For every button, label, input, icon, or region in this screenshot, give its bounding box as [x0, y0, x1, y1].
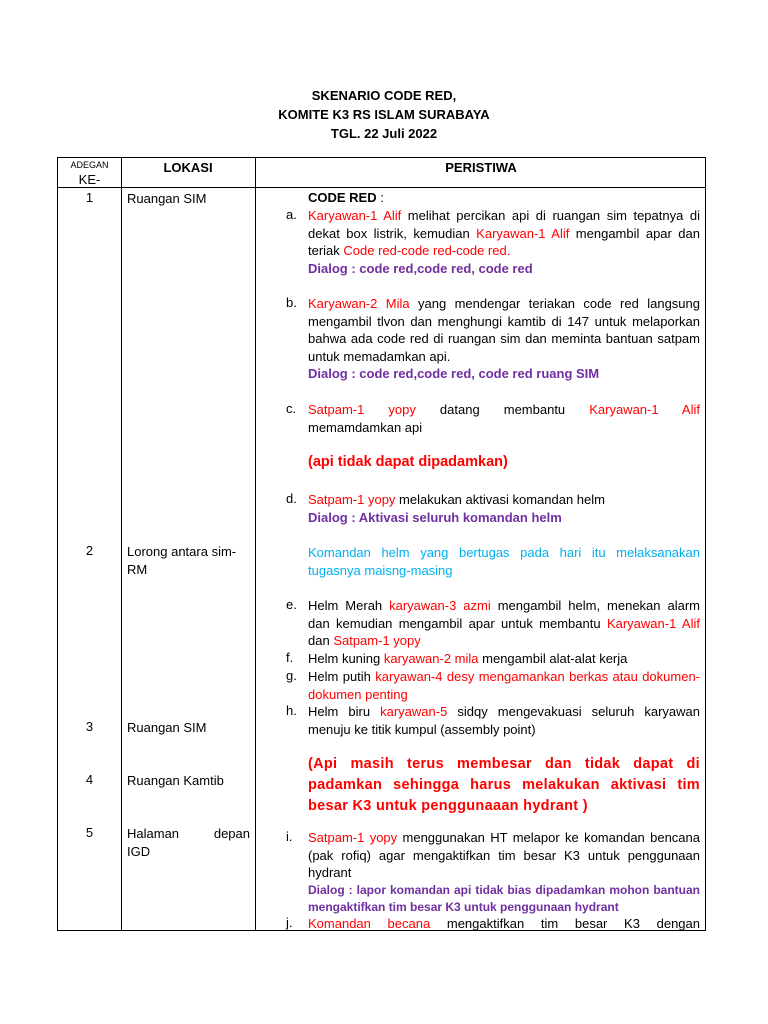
item-a-actor-2: Karyawan-1 Alif [476, 225, 570, 241]
item-c-label: c. [286, 401, 297, 416]
item-h-part-1: Helm biru [308, 704, 381, 719]
location-3: Ruangan SIM [127, 720, 207, 735]
item-a-part-4: mengambil apar dan teriak [308, 225, 700, 258]
code-red-heading [308, 189, 700, 207]
item-g-text [308, 668, 700, 703]
item-f-actor: karyawan-2 mila [383, 651, 479, 666]
document-header [0, 86, 768, 143]
location-5-line-2: IGD [127, 844, 151, 859]
item-j-label: j. [286, 915, 293, 930]
title-line-1: SKENARIO CODE RED, [311, 88, 457, 103]
item-c-line-2: memamdamkan api [308, 419, 423, 435]
item-e-part-1: Helm Merah [308, 598, 390, 613]
item-j-line [308, 915, 700, 933]
item-d-actor: Satpam-1 yopy [308, 492, 396, 507]
item-g-actor: karyawan-4 desy mengamankan berkas atau dokumen-dokumen penting [308, 669, 701, 702]
column-header-peristiwa: PERISTIWA [445, 160, 517, 175]
item-c-part-2: datang membantu [415, 402, 590, 417]
item-a-shout: Code red-code red-code red. [343, 243, 511, 258]
column-header-lokasi: LOKASI [163, 160, 213, 175]
item-e-label: e. [286, 597, 297, 612]
item-b-label: b. [286, 295, 297, 310]
item-d-part-2: melakukan aktivasi komandan helm [395, 492, 605, 507]
alert-activate-k3-team: (Api masih terus membesar dan tidak dapat di padamkan sehingga harus melakukan aktivasi tim besar K3 untuk penggunaaan hydrant ) [308, 756, 700, 814]
item-c-text [308, 401, 700, 436]
item-f-label: f. [286, 650, 294, 665]
item-a-actor-1: Karyawan-1 Alif [308, 208, 402, 223]
item-e-actor-1: karyawan-3 azmi [389, 598, 491, 613]
item-d-text [308, 491, 700, 526]
komandan-helm-note: Komandan helm yang bertugas pada hari itu melaksanakan tugasnya maisng-masing [308, 545, 700, 578]
item-b-part-2: yang mendengar teriakan code red langsung mengambil tlvon dan menghungi kamtib di 147 untuk melaporkan bahwa ada code red di ruangan sim dan meminta bantuan satpam untuk memadamkan api. [308, 296, 700, 364]
item-b-text [308, 295, 700, 383]
item-c-actor-1: Satpam-1 yopy [308, 402, 416, 417]
scene-number-1: 1 [85, 190, 94, 205]
item-a-part-2: melihat percikan api di ruangan sim tepatnya di dekat box listrik, kemudian [308, 208, 700, 241]
item-h-part-3: sidqy mengevakuasi seluruh karyawan menuju ke titik kumpul (assembly point) [308, 704, 700, 737]
item-a-label: a. [286, 207, 297, 222]
item-j-text [308, 915, 700, 933]
scene-number-5: 5 [85, 825, 94, 840]
item-a-text [308, 207, 700, 277]
column-header-adegan: ADEGAN [70, 160, 109, 170]
item-i-label: i. [286, 829, 293, 844]
item-i-dialog: Dialog : lapor komandan api tidak bias dipadamkan mohon bantuan mengaktifkan tim besar K3 untuk penggunaan hydrant [308, 882, 700, 914]
scene-number-2: 2 [85, 543, 94, 558]
item-e-part-3: mengambil helm, menekan alarm dan kemudian mengambil apar untuk membantu [308, 598, 700, 631]
item-f-part-1: Helm kuning [308, 651, 384, 666]
code-red-colon: : [376, 190, 384, 205]
scene-number-4: 4 [85, 772, 94, 787]
header-row-divider [58, 187, 705, 188]
location-1: Ruangan SIM [127, 191, 207, 206]
item-g-part-1: Helm putih [308, 669, 376, 684]
item-i-actor: Satpam-1 yopy [308, 830, 398, 845]
item-h-text [308, 703, 700, 738]
item-b-actor: Karyawan-2 Mila [308, 296, 410, 311]
location-2 [127, 543, 250, 579]
item-j-actor: Komandan becana [308, 916, 431, 931]
location-4: Ruangan Kamtib [127, 773, 224, 788]
location-5-line-1 [127, 825, 250, 843]
item-i-text [308, 829, 700, 917]
item-j-part-2: mengaktifkan tim besar K3 dengan [430, 916, 700, 931]
item-a-dialog: Dialog : code red,code red, code red [308, 260, 533, 276]
item-f-text [308, 650, 700, 668]
item-g-label: g. [286, 668, 297, 683]
item-e-actor-3: Satpam-1 yopy [333, 633, 421, 648]
item-b-dialog: Dialog : code red,code red, code red ruang SIM [308, 366, 600, 381]
location-5-word-2: depan [213, 826, 250, 841]
alert-fire-not-extinguished: (api tidak dapat dipadamkan) [308, 454, 508, 470]
item-f-part-3: mengambil alat-alat kerja [478, 651, 628, 666]
column-divider-2 [255, 158, 256, 930]
title-line-2: KOMITE K3 RS ISLAM SURABAYA [278, 107, 490, 122]
item-c-line-1 [308, 401, 700, 419]
item-e-actor-2: Karyawan-1 Alif [606, 615, 700, 631]
location-5-word-1: Halaman [127, 826, 180, 841]
item-h-label: h. [286, 703, 297, 718]
item-i-part-2: menggunakan HT melapor ke komandan bencana (pak rofiq) agar mengaktifkan tim besar K3 untuk penggunaan hydrant [308, 830, 701, 880]
scenario-table [57, 157, 706, 931]
item-e-part-5: dan [308, 633, 334, 648]
item-h-actor: karyawan-5 [380, 704, 448, 719]
column-divider-1 [121, 158, 122, 930]
location-5 [127, 825, 250, 861]
column-header-ke: KE- [78, 172, 101, 187]
item-d-label: d. [286, 491, 297, 506]
location-2-line-1: Lorong antara sim- [127, 544, 237, 559]
location-2-line-2: RM [127, 562, 148, 577]
scene-number-3: 3 [85, 719, 94, 734]
item-e-text [308, 597, 700, 650]
code-red-title: CODE RED [308, 190, 377, 205]
item-d-dialog: Dialog : Aktivasi seluruh komandan helm [308, 509, 562, 525]
item-c-actor-2: Karyawan-1 Alif [589, 402, 700, 417]
title-line-3: TGL. 22 Juli 2022 [330, 126, 438, 141]
